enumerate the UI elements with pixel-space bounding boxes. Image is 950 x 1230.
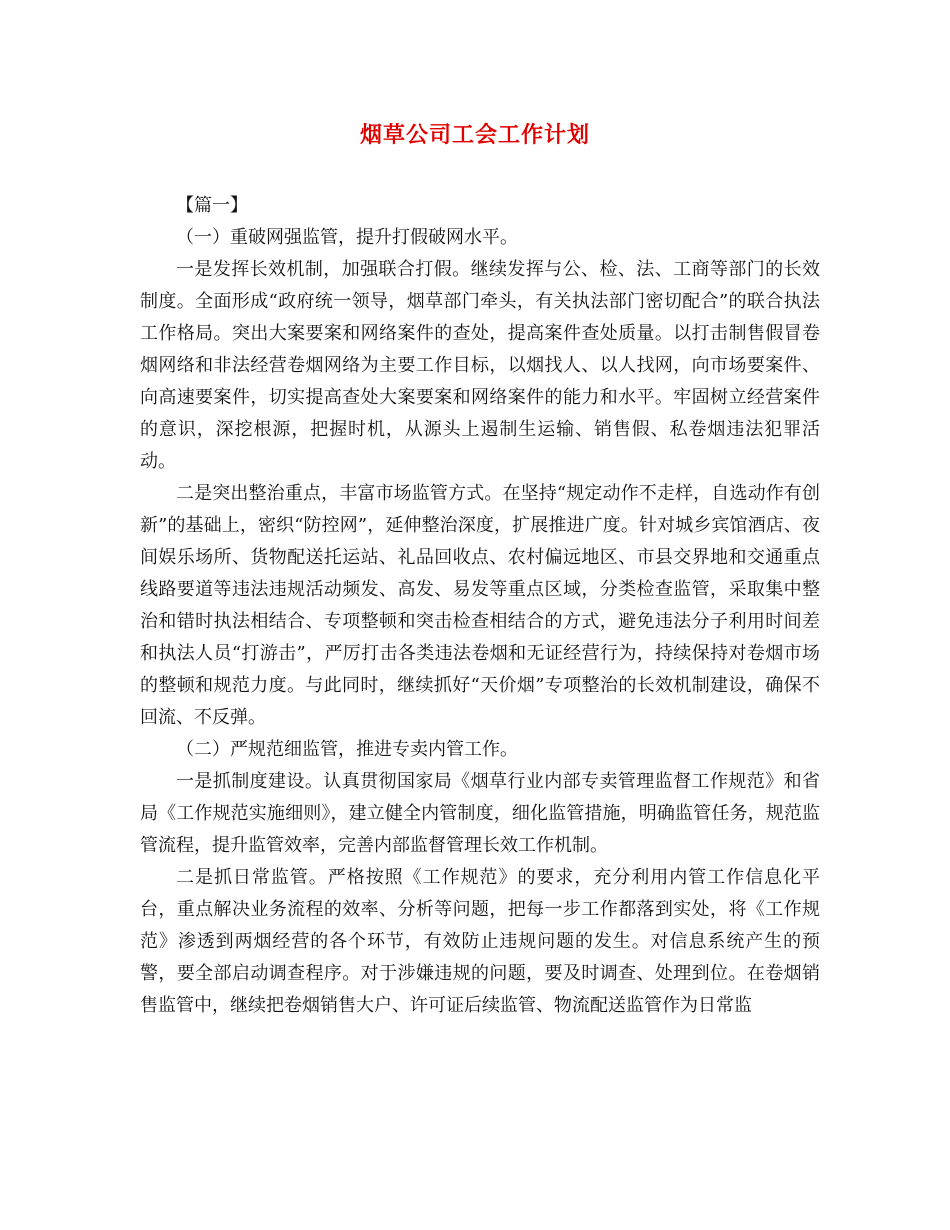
- paragraph-heading-2: （二）严规范细监管，推进专卖内管工作。: [176, 739, 518, 760]
- section-label: 【篇一】: [176, 195, 248, 216]
- paragraph-heading-1: （一）重破网强监管，提升打假破网水平。: [176, 227, 518, 248]
- paragraph: 一是发挥长效机制，加强联合打假。继续发挥与公、检、法、工商等部门的长效制度。全面形成“政府统一领导，烟草部门牵头，有关执法部门密切配合”的联合执法工作格局。突出大案要案和网络案件的查处，提高案件查处质量。以打击制售假冒卷烟网络和非法经营卷烟网络为主要工作目标，以烟找人、以人找网，向市场要案件、向高速要案件，切实提高查处大案要案和网络案件的能力和水平。牢固树立经营案件的意识，深挖根源，把握时机，从源头上遏制生运输、销售假、私卷烟违法犯罪活动。: [140, 259, 820, 472]
- paragraph: 二是抓日常监管。严格按照《工作规范》的要求，充分利用内管工作信息化平台，重点解决业务流程的效率、分析等问题，把每一步工作都落到实处，将《工作规范》渗透到两烟经营的各个环节，有效防止违规问题的发生。对信息系统产生的预警，要全部启动调查程序。对于涉嫌违规的问题，要及时调查、处理到位。在卷烟销售监管中，继续把卷烟销售大户、许可证后续监管、物流配送监管作为日常监: [140, 867, 820, 1016]
- paragraph: 二是突出整治重点，丰富市场监管方式。在坚持“规定动作不走样，自选动作有创新”的基础上，密织“防控网”，延伸整治深度，扩展推进广度。针对城乡宾馆酒店、夜间娱乐场所、货物配送托运站、礼品回收点、农村偏远地区、市县交界地和交通重点线路要道等违法违规活动频发、高发、易发等重点区域，分类检查监管，采取集中整治和错时执法相结合、专项整顿和突击检查相结合的方式，避免违法分子利用时间差和执法人员“打游击”，严厉打击各类违法卷烟和无证经营行为，持续保持对卷烟市场的整顿和规范力度。与此同时，继续抓好“天价烟”专项整治的长效机制建设，确保不回流、不反弹。: [140, 483, 820, 728]
- document-body: [140, 190, 820, 1022]
- paragraph: 一是抓制度建设。认真贯彻国家局《烟草行业内部专卖管理监督工作规范》和省局《工作规范实施细则》，建立健全内管制度，细化监管措施，明确监管任务，规范监管流程，提升监管效率，完善内部监督管理长效工作机制。: [140, 771, 820, 856]
- document-title: 烟草公司工会工作计划: [359, 122, 590, 148]
